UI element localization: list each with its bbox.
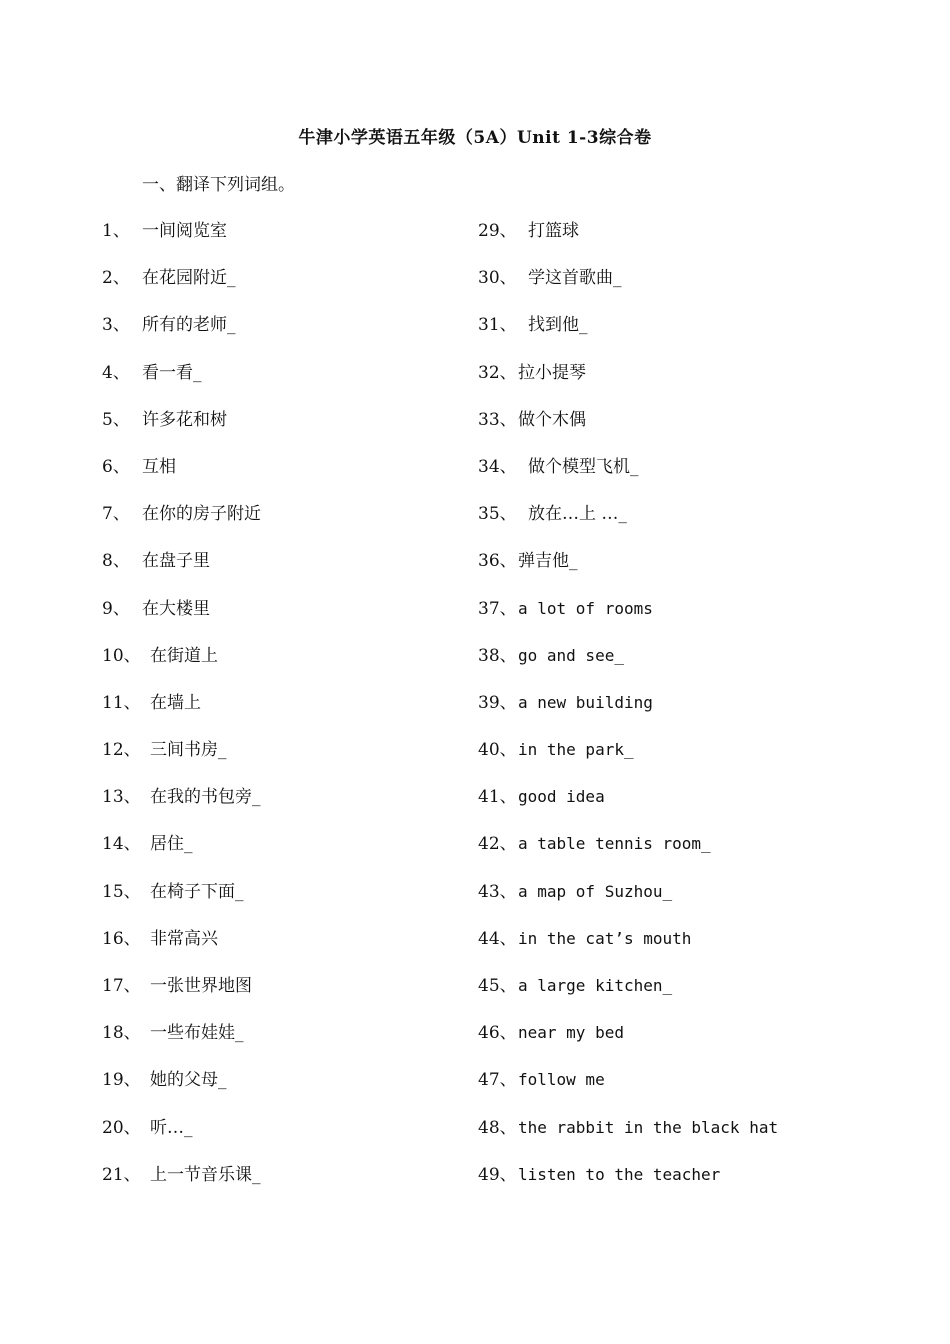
item-text: 三间书房_ [150, 740, 227, 761]
item-number: 1、 [102, 221, 130, 241]
item-text: 所有的老师_ [142, 315, 236, 336]
item-text: 在你的房子附近 [142, 504, 261, 525]
list-item [478, 973, 918, 1020]
list-item [102, 1115, 462, 1162]
list-item [478, 312, 918, 359]
item-number: 32、 [478, 362, 517, 383]
list-item [102, 548, 462, 595]
item-text: 弹吉他_ [518, 551, 578, 572]
item-text: 看一看_ [142, 362, 202, 383]
item-number: 42、 [478, 834, 517, 855]
item-number: 34、 [478, 456, 517, 477]
list-item [102, 973, 462, 1020]
list-item [102, 831, 462, 878]
list-item [478, 407, 918, 454]
item-number: 49、 [478, 1164, 517, 1185]
item-number: 48、 [478, 1117, 517, 1138]
list-item [478, 690, 918, 737]
item-text: a new building [518, 692, 653, 712]
item-number: 30、 [478, 268, 517, 289]
item-text: 一些布娃娃_ [150, 1023, 244, 1044]
item-text: a large kitchen_ [518, 976, 673, 995]
item-number: 8、 [102, 551, 130, 572]
list-item [102, 784, 462, 831]
item-number: 11、 [102, 692, 141, 713]
item-number: 43、 [478, 881, 517, 902]
list-item [478, 265, 918, 312]
item-text: the rabbit in the black hat [518, 1117, 779, 1137]
item-text: 许多花和树 [142, 409, 227, 430]
item-number: 19、 [102, 1070, 141, 1091]
list-item [478, 1067, 918, 1114]
list-item [102, 596, 462, 643]
list-item [102, 690, 462, 737]
list-item [102, 501, 462, 548]
item-text: a table tennis room_ [518, 834, 711, 854]
list-item [102, 360, 462, 407]
item-text: in the park_ [518, 740, 634, 760]
item-number: 17、 [102, 976, 141, 996]
item-number: 29、 [478, 221, 517, 241]
item-number: 5、 [102, 409, 130, 430]
list-item [478, 879, 918, 926]
item-text: follow me [518, 1070, 605, 1090]
list-item [478, 1115, 918, 1162]
item-text: 学这首歌曲_ [528, 268, 622, 289]
list-item [102, 926, 462, 973]
list-item [102, 1162, 462, 1209]
list-item [102, 218, 462, 265]
list-item [478, 926, 918, 973]
item-number: 33、 [478, 409, 517, 430]
item-text: listen to the teacher [518, 1164, 721, 1184]
item-number: 12、 [102, 740, 141, 761]
list-item [478, 831, 918, 878]
item-number: 7、 [102, 504, 130, 525]
item-text: 一间阅览室 [142, 221, 227, 241]
item-number: 39、 [478, 692, 517, 713]
item-text: 一张世界地图 [150, 976, 252, 996]
list-item [102, 407, 462, 454]
item-number: 38、 [478, 645, 517, 666]
item-text: 做个木偶 [518, 409, 586, 430]
list-item [102, 643, 462, 690]
item-text: 在椅子下面_ [150, 881, 244, 902]
list-item [478, 784, 918, 831]
item-number: 14、 [102, 834, 141, 855]
item-number: 44、 [478, 928, 517, 949]
item-text: 拉小提琴 [518, 362, 586, 383]
list-item [102, 312, 462, 359]
item-text: 听…_ [150, 1117, 193, 1138]
list-item [478, 596, 918, 643]
list-item [478, 454, 918, 501]
item-text: near my bed [518, 1023, 624, 1043]
item-text: 在花园附近_ [142, 268, 236, 289]
list-item [102, 454, 462, 501]
list-item [478, 1162, 918, 1209]
list-item [102, 265, 462, 312]
item-number: 16、 [102, 928, 141, 949]
item-number: 20、 [102, 1117, 141, 1138]
item-text: 在大楼里 [142, 598, 210, 619]
item-text: 找到他_ [528, 315, 588, 336]
list-item [102, 879, 462, 926]
item-number: 21、 [102, 1164, 141, 1185]
item-number: 37、 [478, 598, 517, 619]
item-number: 41、 [478, 787, 517, 808]
item-text: 上一节音乐课_ [150, 1164, 261, 1185]
item-text: 非常高兴 [150, 928, 218, 949]
list-item [478, 643, 918, 690]
list-item [478, 737, 918, 784]
item-number: 46、 [478, 1023, 517, 1044]
item-number: 18、 [102, 1023, 141, 1044]
item-number: 36、 [478, 551, 517, 572]
item-text: 居住_ [150, 834, 193, 855]
list-item [478, 218, 918, 265]
item-text: 在盘子里 [142, 551, 210, 572]
item-text: good idea [518, 787, 605, 807]
item-text: 互相 [142, 456, 176, 477]
item-number: 13、 [102, 787, 141, 808]
left-column [102, 218, 462, 1209]
list-item [478, 501, 918, 548]
item-number: 9、 [102, 598, 130, 619]
item-number: 35、 [478, 504, 517, 525]
item-number: 10、 [102, 645, 141, 666]
item-text: 在墙上 [150, 692, 201, 713]
item-text: 做个模型飞机_ [528, 456, 639, 477]
section-heading: 一、翻译下列词组。 [142, 175, 295, 195]
item-text: 在街道上 [150, 645, 218, 666]
item-text: in the cat’s mouth [518, 928, 692, 948]
item-text: 打篮球 [528, 221, 579, 241]
list-item [478, 548, 918, 595]
item-text: a map of Suzhou_ [518, 881, 673, 901]
item-number: 3、 [102, 315, 130, 336]
right-column [478, 218, 918, 1209]
item-text: 在我的书包旁_ [150, 787, 261, 808]
item-text: 她的父母_ [150, 1070, 227, 1091]
item-number: 2、 [102, 268, 130, 289]
list-item [478, 1020, 918, 1067]
list-item [102, 1020, 462, 1067]
list-item [102, 737, 462, 784]
item-text: 放在…上 …_ [528, 504, 627, 525]
list-item [478, 360, 918, 407]
item-number: 6、 [102, 456, 130, 477]
list-item [102, 1067, 462, 1114]
item-text: go and see_ [518, 645, 624, 665]
item-number: 47、 [478, 1070, 517, 1091]
item-number: 45、 [478, 976, 517, 996]
item-number: 31、 [478, 315, 517, 336]
item-number: 40、 [478, 740, 517, 761]
item-number: 4、 [102, 362, 130, 383]
item-text: a lot of rooms [518, 598, 653, 618]
document-title: 牛津小学英语五年级（5A）Unit 1-3综合卷 [298, 128, 652, 148]
item-number: 15、 [102, 881, 141, 902]
